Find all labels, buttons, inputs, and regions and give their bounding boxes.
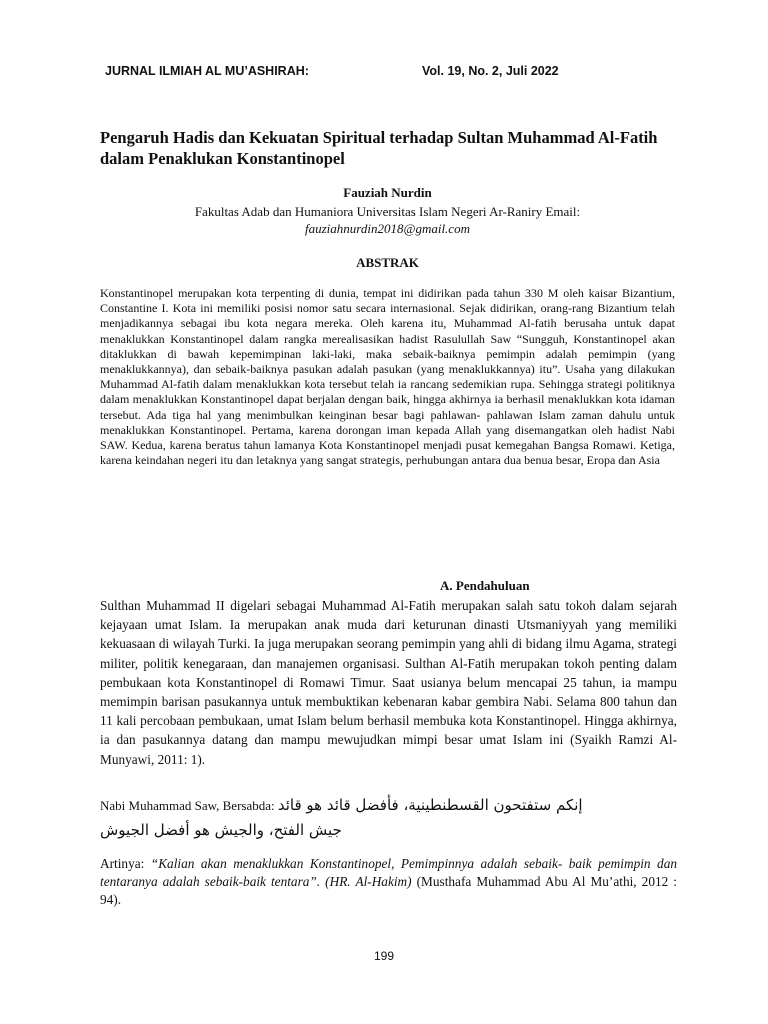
journal-name: JURNAL ILMIAH AL MU’ASHIRAH: [105,64,309,78]
journal-volume: Vol. 19, No. 2, Juli 2022 [422,64,559,78]
affiliation-text: Fakultas Adab dan Humaniora Universitas Islam Negeri Ar-Raniry Email: [194,204,581,219]
translation-label: Artinya: [100,856,151,871]
translation-text: “Kalian akan menaklukkan Konstantinopel, Pemimpinnya adalah sebaik- baik pemimpin dan tentaranya adalah sebaik-baik tentara”. (HR. Al-Hakim) [100,856,677,889]
section-heading: A. Pendahuluan [440,578,530,593]
hadith-intro: Nabi Muhammad Saw, Bersabda: [100,798,278,813]
abstract-text: Konstantinopel merupakan kota terpenting di dunia, tempat ini didirikan pada tahun 330 M oleh kaisar Bizantium, Constantine I. Kota ini memiliki posisi nomor satu secara internasional. Sejak didirikan, orang-rang Bizantium telah menjadikannya sebagai ibu kota negara mereka. Oleh karena itu, Muhammad Al-fatih berusaha untuk dapat menaklukkan Konstantinopel dalam rangka merealisasikan hadist Rasulullah Saw “Sungguh, Konstantinopel akan ditaklukkan di bawah kepemimpinan laki-laki, maka sebaik-baiknya pemimpin adalah pemimpin (yang menaklukkannya), dan sebaik-baiknya pasukan adalah pasukan (yang menaklukkannya) itu”. Usaha yang dilakukan Muhammad Al-fatih dalam menaklukkan kota tersebut telah ia rancang sedemikian rupa. Sehingga strategi politiknya dalam menaklukkan Konstantinopel dapat berjalan dengan baik, hingga akhirnya ia berhasil menaklukkan kota idaman tersebut. Ada tiga hal yang menimbulkan keinginan besar bagi pahlawan- pahlawan Islam zaman dahulu untuk menaklukkan Konstantinopel. Pertama, karena dorongan iman kepada Allah yang disemangatkan oleh hadist Nabi SAW. Kedua, karena beratus tahun lamanya Kota Konstantinopel menjadi pusat kemegahan Bangsa Romawi. Ketiga, karena keindahan negeri itu dan letaknya yang sangat strategis, perhubungan antara dua benua besar, Eropa dan Asia [100,286,675,468]
article-title: Pengaruh Hadis dan Kekuatan Spiritual terhadap Sultan Muhammad Al-Fatih dalam Penaklukan Konstantinopel [100,128,658,168]
page-number: 199 [373,949,395,963]
abstract-heading: ABSTRAK [356,255,419,270]
author-name: Fauziah Nurdin [343,185,432,200]
translation-citation: (Musthafa Muhammad Abu Al Mu’athi, 2012 : 94). [100,874,678,907]
hadith-arabic-line-1: إنكم ستفتحون القسطنطينية، فأفضل قائد هو قائد [277,796,583,814]
translation-paragraph [100,855,677,909]
author-email: fauziahnurdin2018@gmail.com [305,221,470,236]
author-affiliation [100,203,675,237]
hadith-block [100,793,677,843]
intro-paragraph: Sulthan Muhammad II digelari sebagai Muhammad Al-Fatih merupakan salah satu tokoh dalam sejarah kejayaan umat Islam. Ia merupakan anak muda dari keturunan dinasti Utsmaniyyah yang memiliki kekuasaan di wilayah Turki. Ia juga merupakan seorang pemimpin yang ahli di bidang ilmu Agama, strategi militer, politik kenegaraan, dan manajemen organisasi. Sulthan Al-Fatih merupakan tokoh penting dalam pembukaan kota Konstantinopel di Romawi Timur. Saat usianya belum mencapai 25 tahun, ia mampu memimpin barisan pasukannya untuk membuktikan kebenaran kabar gembira Nabi. Selama 800 tahun dan 11 kali percobaan pembukaan, umat Islam belum berhasil membuka kota Konstantinopel. Hingga akhirnya, ia dan pasukannya datang dan mampu mewujudkan mimpi besar umat Islam ini (Syaikh Ramzi Al-Munyawi, 2011: 1). [100,598,677,767]
hadith-arabic-line-2: جيش الفتح، والجيش هو أفضل الجيوش [100,821,342,839]
